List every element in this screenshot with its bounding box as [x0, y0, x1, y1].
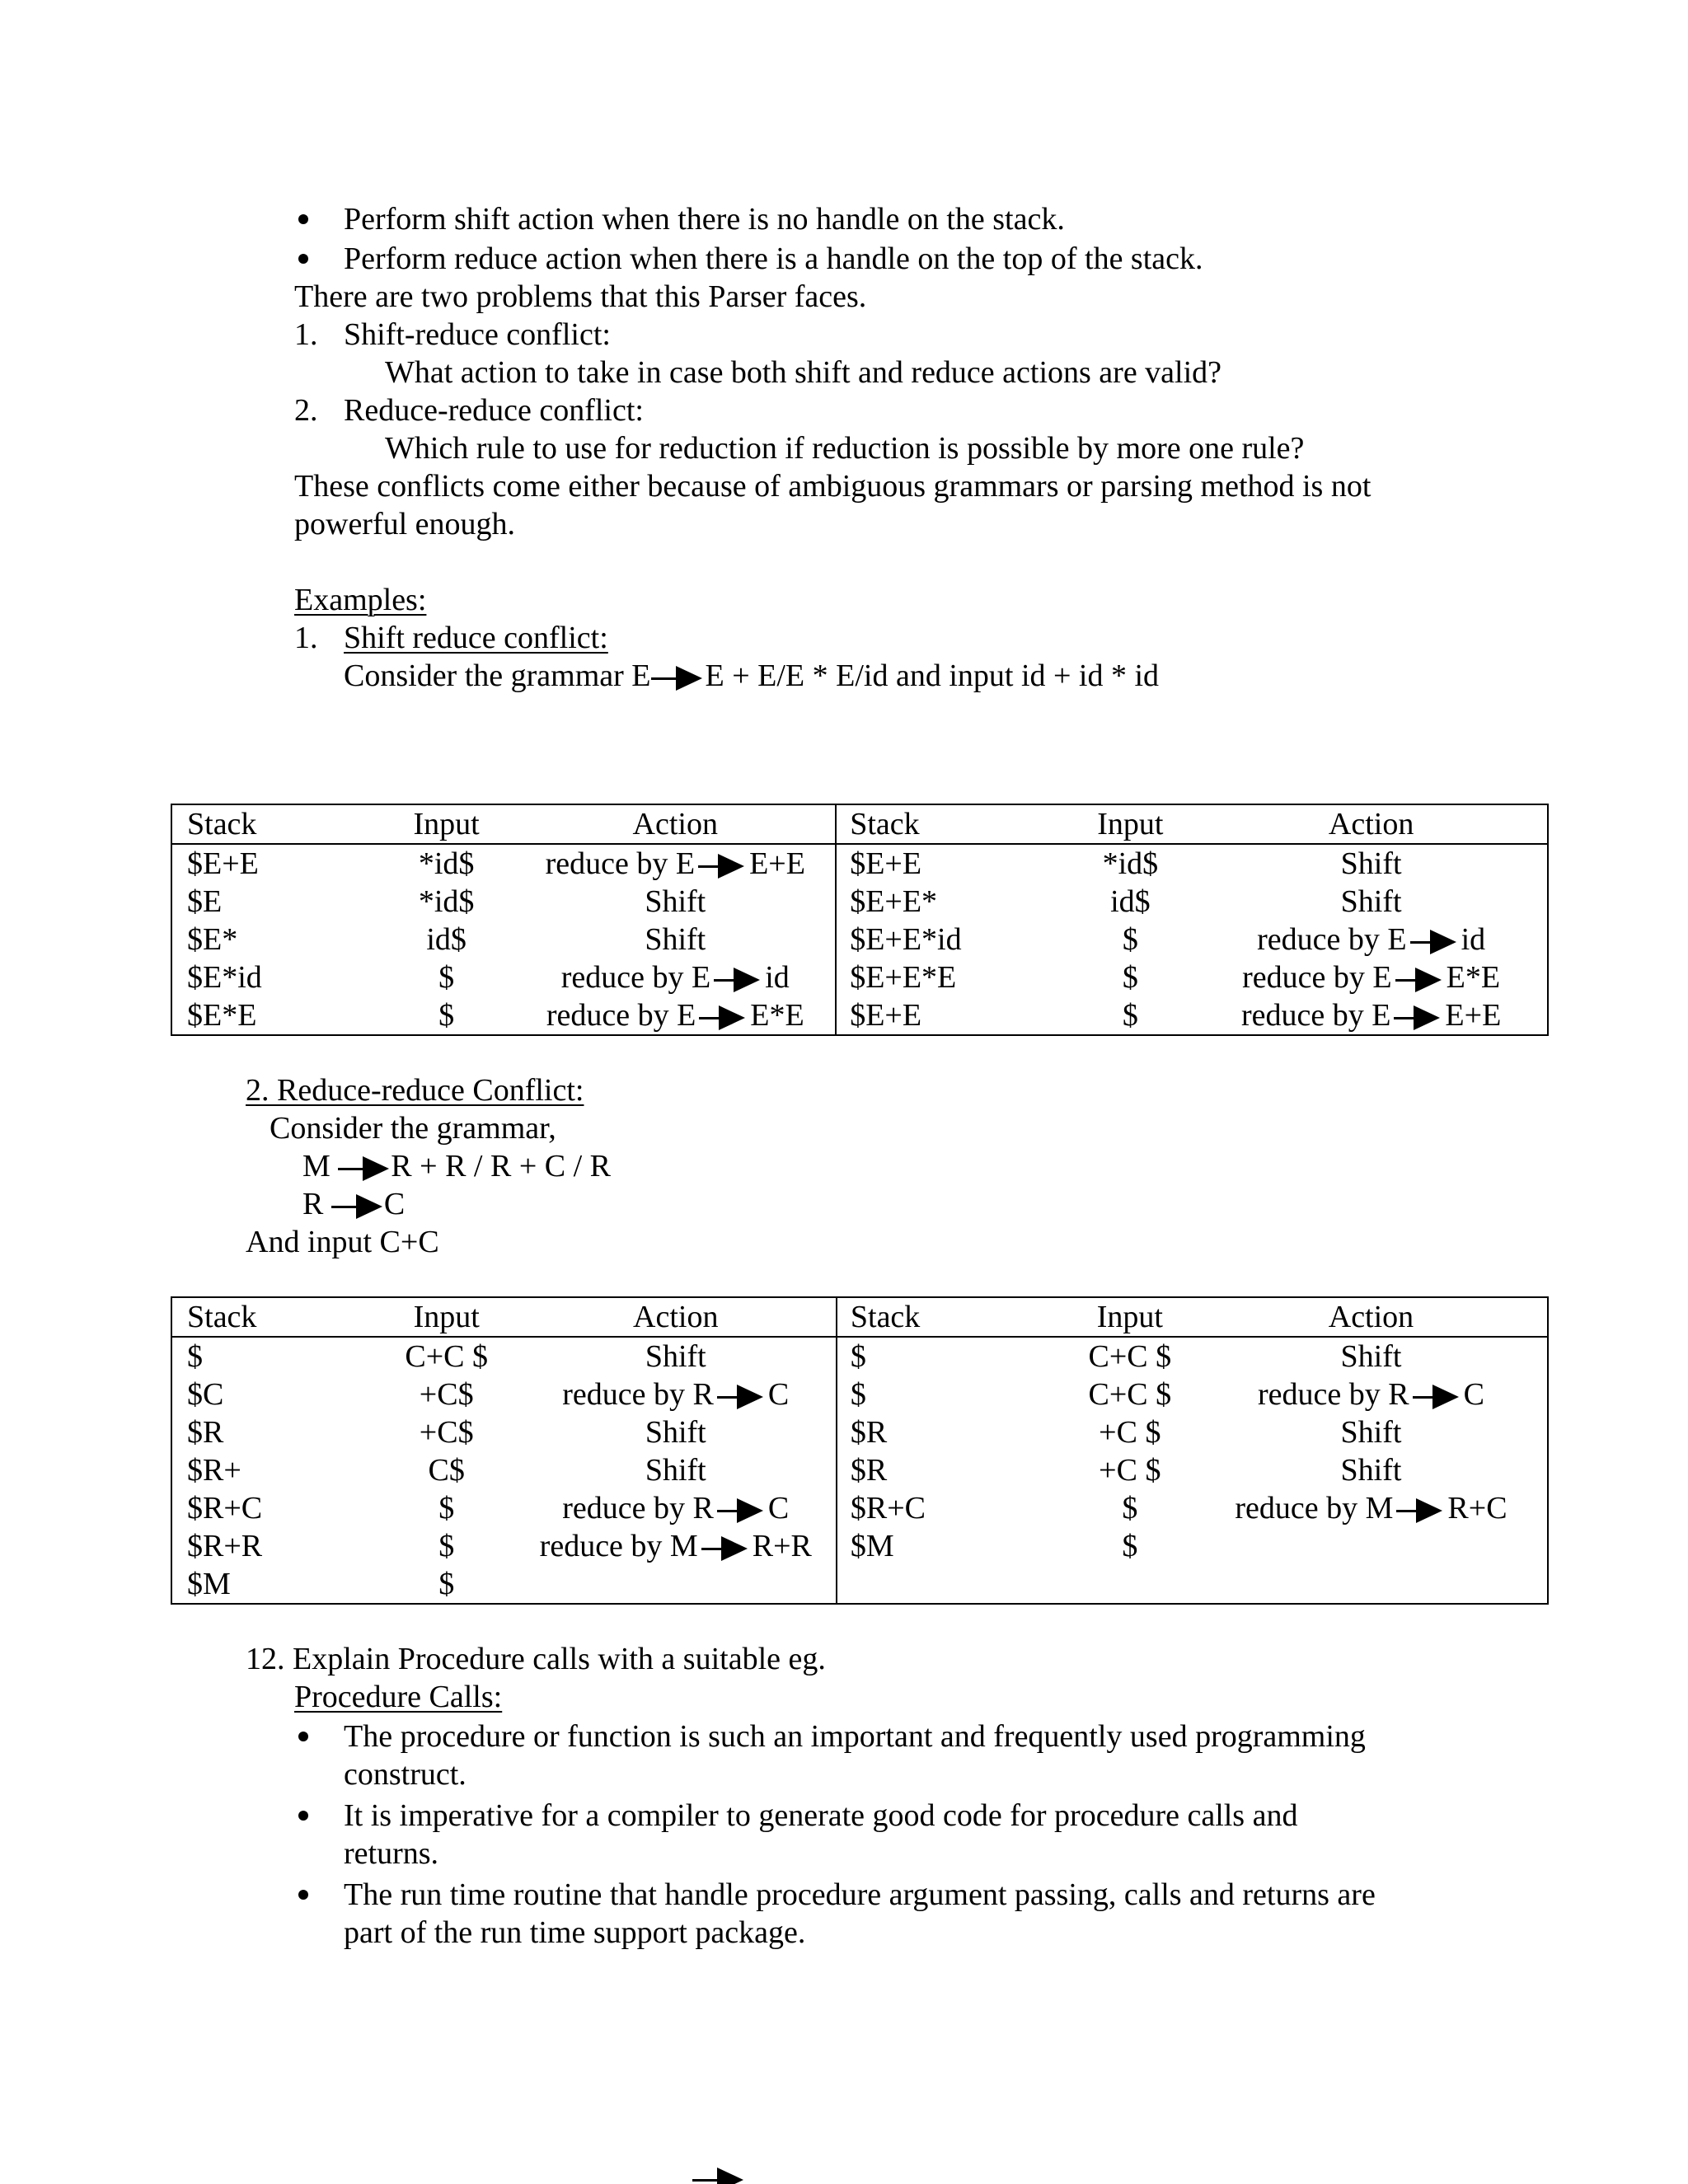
action-cell — [1195, 1451, 1548, 1489]
action-cell — [515, 844, 836, 883]
column-header: Action — [515, 804, 836, 844]
table-row — [171, 921, 1548, 958]
examples-heading: Examples: — [294, 583, 427, 617]
arrow-icon — [692, 2168, 747, 2184]
table-row — [171, 996, 1548, 1035]
action-text: Shift — [645, 922, 706, 957]
table-row — [171, 1337, 1548, 1376]
action-cell — [515, 996, 836, 1035]
action-text: E*E — [750, 998, 804, 1033]
bullet-text: part of the run time support package. — [344, 1915, 806, 1950]
action-text: C — [767, 1377, 790, 1412]
input-cell: $ — [438, 998, 455, 1033]
stack-cell: $ — [187, 1339, 203, 1374]
bullet-dot — [298, 254, 308, 264]
bullet-text: The procedure or function is such an important and frequently used programming — [344, 1719, 1366, 1754]
column-header: Stack — [836, 804, 1065, 844]
action-cell — [515, 883, 836, 921]
question-title: 12. Explain Procedure calls with a suitable eg. — [246, 1642, 826, 1676]
input-cell: *id$ — [1102, 846, 1159, 881]
arrow-icon — [1413, 1385, 1461, 1409]
action-text: E+E — [1445, 998, 1502, 1033]
column-header: Input — [377, 1297, 516, 1337]
action-cell — [515, 958, 836, 996]
table-row — [171, 1489, 1548, 1527]
problem-question: What action to take in case both shift and reduce actions are valid? — [385, 355, 1222, 390]
action-text: reduce by E — [546, 998, 696, 1033]
bullet-dot — [298, 1732, 308, 1741]
problem-number: 1. — [294, 317, 318, 352]
action-text: reduce by R — [1257, 1377, 1409, 1412]
grammar-rule — [302, 1147, 611, 1185]
action-cell — [1195, 1337, 1548, 1376]
action-text: E*E — [1446, 960, 1501, 995]
input-cell: C+C $ — [405, 1339, 488, 1374]
stack-cell: $E+E*id — [850, 922, 962, 957]
action-cell — [516, 1489, 837, 1527]
action-text: Shift — [1340, 846, 1402, 881]
arrow-icon — [717, 1498, 765, 1523]
bullet-text: construct. — [344, 1757, 467, 1792]
action-text: C — [1463, 1377, 1484, 1412]
table-row — [171, 1451, 1548, 1489]
column-header: Input — [1066, 804, 1196, 844]
input-cell: C+C $ — [1088, 1377, 1172, 1412]
input-line: And input C+C — [246, 1225, 439, 1259]
bullet-text: It is imperative for a compiler to generate good code for procedure calls and — [344, 1798, 1298, 1833]
action-cell — [1195, 1565, 1548, 1604]
example-title: 2. Reduce-reduce Conflict: — [246, 1073, 584, 1108]
problem-question: Which rule to use for reduction if reduction is possible by more one rule? — [385, 431, 1305, 466]
input-cell: $ — [1122, 1529, 1138, 1563]
problems-intro: There are two problems that this Parser faces. — [294, 279, 867, 314]
bullet-dot — [298, 1890, 308, 1900]
column-header: Input — [377, 804, 515, 844]
parse-table-2 — [171, 1296, 1549, 1605]
action-text: Shift — [645, 1453, 706, 1488]
input-cell: $ — [438, 1491, 455, 1526]
action-cell — [516, 1527, 837, 1565]
stack-cell: $R+R — [187, 1529, 263, 1563]
action-text: Shift — [1340, 884, 1402, 919]
bullet-dot — [298, 214, 308, 224]
input-cell: +C $ — [1099, 1415, 1161, 1450]
table-header-row — [171, 1297, 1548, 1337]
action-cell — [516, 1451, 837, 1489]
bullet-text: returns. — [344, 1836, 439, 1871]
action-text: R+R — [752, 1529, 812, 1563]
stack-cell: $E+E — [850, 846, 922, 881]
action-cell — [1195, 1527, 1548, 1565]
action-text: reduce by R — [562, 1377, 714, 1412]
input-cell: $ — [438, 960, 455, 995]
rule-rhs: C — [383, 1187, 406, 1221]
bullet-text: Perform shift action when there is no handle on the stack. — [344, 202, 1065, 237]
column-header: Stack — [171, 804, 377, 844]
action-cell — [1195, 1489, 1548, 1527]
column-header: Action — [516, 1297, 837, 1337]
conflicts-text: powerful enough. — [294, 507, 516, 541]
action-cell — [516, 1413, 837, 1451]
action-text: Shift — [645, 1339, 706, 1374]
column-header: Action — [1195, 1297, 1548, 1337]
action-text: id — [765, 960, 790, 995]
bullet-text: The run time routine that handle procedure argument passing, calls and returns are — [344, 1877, 1376, 1912]
table-header-row — [171, 804, 1548, 844]
action-cell — [1195, 1413, 1548, 1451]
action-text: C — [767, 1491, 790, 1526]
input-cell: id$ — [1110, 884, 1151, 919]
arrow-icon — [1395, 968, 1443, 992]
action-text: R+C — [1447, 1491, 1507, 1526]
action-cell — [1195, 844, 1548, 883]
input-cell — [1065, 1565, 1195, 1604]
action-text: reduce by E — [560, 960, 711, 995]
action-text: reduce by E — [1240, 998, 1391, 1033]
stack-cell: $R — [850, 1415, 888, 1450]
input-cell: id$ — [426, 922, 467, 957]
stack-cell: $E* — [187, 922, 238, 957]
arrow-icon — [651, 666, 706, 691]
arrow-icon — [1410, 930, 1458, 954]
action-text: reduce by E — [1257, 922, 1407, 957]
input-cell: +C$ — [419, 1377, 474, 1412]
bullet-dot — [298, 1811, 308, 1821]
stack-cell: $E+E — [187, 846, 259, 881]
column-header: Stack — [171, 1297, 377, 1337]
arrow-icon — [717, 1385, 765, 1409]
input-cell: +C $ — [1099, 1453, 1161, 1488]
problem-title: Reduce-reduce conflict: — [344, 393, 644, 428]
arrow-icon — [1394, 1005, 1442, 1030]
action-cell — [1195, 883, 1548, 921]
action-cell — [515, 921, 836, 958]
grammar-intro: Consider the grammar, — [270, 1111, 556, 1146]
grammar-post: E + E/E * E/id and input id + id * id — [705, 658, 1160, 693]
action-cell — [516, 1565, 837, 1604]
stack-cell: $R — [187, 1415, 224, 1450]
grammar-pre: Consider the grammar E — [344, 658, 651, 693]
table-row — [171, 1376, 1548, 1413]
action-cell — [516, 1337, 837, 1376]
table-row — [171, 844, 1548, 883]
section-subheading: Procedure Calls: — [294, 1680, 503, 1714]
action-text: Shift — [645, 1415, 706, 1450]
input-cell: $ — [438, 1529, 455, 1563]
action-cell — [1195, 1376, 1548, 1413]
action-text: Shift — [1340, 1453, 1402, 1488]
action-text: Shift — [1340, 1339, 1402, 1374]
input-cell: *id$ — [418, 846, 475, 881]
stack-cell: $ — [850, 1339, 866, 1374]
action-text: reduce by M — [539, 1529, 698, 1563]
parse-table-1 — [171, 804, 1549, 1036]
conflicts-text: These conflicts come either because of ambiguous grammars or parsing method is not — [294, 469, 1372, 504]
input-cell: $ — [1122, 922, 1138, 957]
action-text: reduce by E — [1242, 960, 1392, 995]
input-cell: $ — [1122, 960, 1138, 995]
arrow-icon — [714, 968, 762, 992]
stack-cell: $ — [850, 1377, 866, 1412]
action-cell — [516, 1376, 837, 1413]
action-cell — [1195, 996, 1548, 1035]
action-text: E+E — [749, 846, 805, 881]
input-cell: C+C $ — [1088, 1339, 1172, 1374]
column-header: Stack — [837, 1297, 1065, 1337]
table-row — [171, 1413, 1548, 1451]
table-row — [171, 958, 1548, 996]
table-row — [171, 883, 1548, 921]
action-text: reduce by E — [545, 846, 696, 881]
stack-cell: $E*id — [187, 960, 262, 995]
stack-cell: $C — [187, 1377, 224, 1412]
stack-cell: $E — [187, 884, 223, 919]
input-cell: $ — [1122, 1491, 1138, 1526]
grammar-line — [344, 657, 1159, 695]
example-title: Shift reduce conflict: — [344, 621, 608, 655]
problem-number: 2. — [294, 393, 318, 428]
arrow-icon — [331, 1194, 384, 1219]
grammar-rule — [302, 1185, 405, 1223]
action-text: Shift — [645, 884, 706, 919]
rule-rhs: R + R / R + C / R — [391, 1149, 612, 1183]
stack-cell: $R+C — [850, 1491, 926, 1526]
rule-lhs: M — [302, 1149, 331, 1183]
action-text: Shift — [1340, 1415, 1402, 1450]
input-cell: +C$ — [419, 1415, 474, 1450]
input-cell: *id$ — [418, 884, 475, 919]
column-header: Action — [1195, 804, 1548, 844]
stack-cell: $E+E — [850, 998, 922, 1033]
input-cell: C$ — [428, 1453, 465, 1488]
stack-cell: $E+E* — [850, 884, 938, 919]
problem-title: Shift-reduce conflict: — [344, 317, 611, 352]
bullet-text: Perform reduce action when there is a handle on the top of the stack. — [344, 241, 1203, 276]
arrow-icon — [699, 1005, 747, 1030]
action-text: reduce by R — [562, 1491, 714, 1526]
arrow-icon — [338, 1156, 391, 1181]
rule-lhs: R — [302, 1187, 324, 1221]
stack-cell — [837, 1565, 1065, 1604]
stack-cell: $R+C — [187, 1491, 263, 1526]
input-cell: $ — [1122, 998, 1138, 1033]
column-header: Input — [1065, 1297, 1195, 1337]
input-cell: $ — [438, 1567, 455, 1601]
action-text: id — [1461, 922, 1486, 957]
table-row — [171, 1527, 1548, 1565]
table-row — [171, 1565, 1548, 1604]
stack-cell: $R — [850, 1453, 888, 1488]
stack-cell: $R+ — [187, 1453, 241, 1488]
stack-cell: $M — [850, 1529, 894, 1563]
stack-cell: $M — [187, 1567, 231, 1601]
action-cell — [1195, 958, 1548, 996]
action-text: reduce by M — [1235, 1491, 1394, 1526]
stack-cell: $E*E — [187, 998, 257, 1033]
arrow-icon — [698, 854, 746, 879]
arrow-icon — [1396, 1498, 1444, 1523]
action-cell — [1195, 921, 1548, 958]
stack-cell: $E+E*E — [850, 960, 957, 995]
example-number: 1. — [294, 621, 318, 655]
arrow-icon — [701, 1536, 749, 1561]
